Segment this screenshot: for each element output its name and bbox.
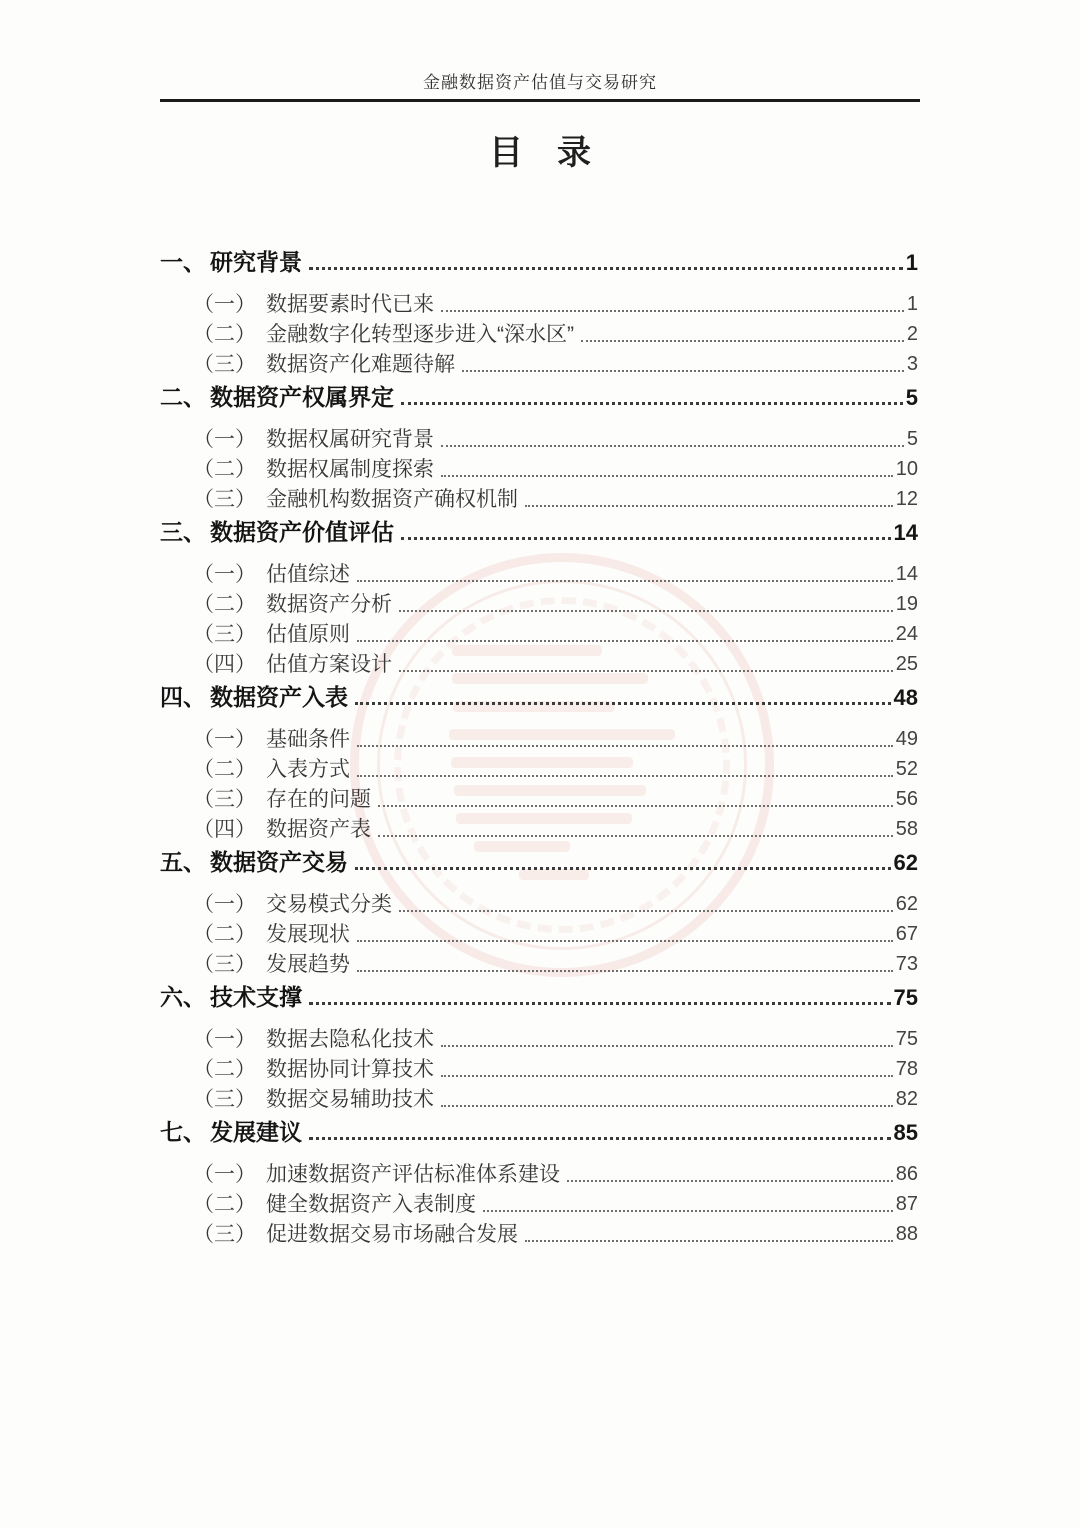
toc-subpage-number: 87	[895, 1193, 918, 1215]
dotted-leader	[357, 580, 893, 582]
toc-entry-number: 二、	[160, 384, 206, 410]
toc-entry-level2[interactable]	[193, 1219, 918, 1249]
toc-list	[160, 249, 918, 1254]
toc-subentry-title: 数据交易辅助技术	[266, 1088, 434, 1111]
toc-entry-level2[interactable]	[193, 619, 918, 649]
toc-subentry-number: （三）	[193, 353, 256, 376]
toc-subentry-number: （二）	[193, 923, 256, 946]
toc-entry-level2[interactable]	[193, 784, 918, 814]
toc-entry-level1[interactable]	[160, 849, 918, 876]
toc-subpage-number: 2	[906, 323, 918, 345]
toc-subpage-number: 67	[895, 923, 918, 945]
toc-subentry-number: （三）	[193, 488, 256, 511]
toc-subentry-title: 促进数据交易市场融合发展	[266, 1223, 518, 1246]
toc-entry-level2[interactable]	[193, 289, 918, 319]
dotted-leader	[462, 370, 904, 372]
dotted-leader	[357, 640, 893, 642]
toc-entry-title: 数据资产价值评估	[210, 519, 394, 545]
toc-subentry-title: 数据去隐私化技术	[266, 1028, 434, 1051]
dotted-leader	[399, 910, 893, 912]
toc-subentry-number: （一）	[193, 1163, 256, 1186]
toc-page-number: 5	[905, 385, 918, 410]
toc-entry-level1[interactable]	[160, 519, 918, 546]
toc-entry-level2[interactable]	[193, 589, 918, 619]
dotted-leader	[441, 1045, 893, 1047]
toc-page-number: 75	[893, 985, 918, 1010]
dotted-leader	[309, 267, 903, 270]
toc-subentry-number: （二）	[193, 458, 256, 481]
toc-subentry-title: 数据资产分析	[266, 593, 392, 616]
toc-entry-number: 三、	[160, 519, 206, 545]
toc-entry-title: 发展建议	[210, 1119, 302, 1145]
toc-subentry-title: 入表方式	[266, 758, 350, 781]
toc-section	[160, 684, 918, 844]
toc-entry-level2[interactable]	[193, 319, 918, 349]
toc-subpage-number: 86	[895, 1163, 918, 1185]
toc-entry-level2[interactable]	[193, 1084, 918, 1114]
toc-subentry-title: 健全数据资产入表制度	[266, 1193, 476, 1216]
toc-subentries	[160, 724, 918, 844]
toc-entry-level2[interactable]	[193, 814, 918, 844]
toc-page-number: 62	[893, 850, 918, 875]
dotted-leader	[525, 1240, 893, 1242]
toc-entry-level2[interactable]	[193, 349, 918, 379]
toc-subentry-number: （四）	[193, 653, 256, 676]
toc-subpage-number: 24	[895, 623, 918, 645]
toc-subentry-number: （三）	[193, 788, 256, 811]
document-header-title: 金融数据资产估值与交易研究	[423, 73, 657, 92]
dotted-leader	[525, 505, 893, 507]
toc-entry-number: 四、	[160, 684, 206, 710]
dotted-leader	[378, 835, 893, 837]
dotted-leader	[399, 610, 893, 612]
toc-subpage-number: 58	[895, 818, 918, 840]
toc-section	[160, 519, 918, 679]
toc-subentry-title: 估值原则	[266, 623, 350, 646]
toc-subpage-number: 56	[895, 788, 918, 810]
toc-subpage-number: 10	[895, 458, 918, 480]
toc-subentry-title: 数据要素时代已来	[266, 293, 434, 316]
toc-entry-level2[interactable]	[193, 484, 918, 514]
dotted-leader	[441, 445, 904, 447]
toc-subentry-number: （三）	[193, 623, 256, 646]
toc-subpage-number: 5	[906, 428, 918, 450]
toc-subentry-title: 交易模式分类	[266, 893, 392, 916]
toc-subentries	[160, 559, 918, 679]
toc-subentry-title: 数据资产化难题待解	[266, 353, 455, 376]
toc-subentry-number: （四）	[193, 818, 256, 841]
toc-section	[160, 384, 918, 514]
dotted-leader	[441, 475, 893, 477]
toc-entry-level2[interactable]	[193, 919, 918, 949]
page-title: 目 录	[489, 135, 591, 172]
toc-subentry-number: （二）	[193, 593, 256, 616]
toc-subentry-number: （二）	[193, 1058, 256, 1081]
toc-page-number: 14	[893, 520, 918, 545]
dotted-leader	[567, 1180, 893, 1182]
toc-page-number: 1	[905, 250, 918, 275]
toc-entry-level2[interactable]	[193, 1189, 918, 1219]
toc-subentry-number: （一）	[193, 893, 256, 916]
toc-subpage-number: 3	[906, 353, 918, 375]
toc-subpage-number: 75	[895, 1028, 918, 1050]
dotted-leader	[441, 1105, 893, 1107]
toc-entry-number: 六、	[160, 984, 206, 1010]
toc-subentries	[160, 889, 918, 979]
dotted-leader	[355, 867, 891, 870]
toc-subpage-number: 12	[895, 488, 918, 510]
dotted-leader	[401, 537, 891, 540]
toc-section	[160, 849, 918, 979]
toc-entry-title: 数据资产权属界定	[210, 384, 394, 410]
toc-subpage-number: 82	[895, 1088, 918, 1110]
dotted-leader	[441, 310, 904, 312]
toc-subentries	[160, 1024, 918, 1114]
toc-subentry-title: 发展现状	[266, 923, 350, 946]
toc-subentry-number: （三）	[193, 1223, 256, 1246]
toc-section	[160, 249, 918, 379]
toc-entry-number: 七、	[160, 1119, 206, 1145]
dotted-leader	[357, 940, 893, 942]
toc-subpage-number: 62	[895, 893, 918, 915]
toc-subentry-number: （二）	[193, 323, 256, 346]
toc-subentry-number: （三）	[193, 1088, 256, 1111]
toc-entry-level1[interactable]	[160, 1119, 918, 1146]
toc-subentry-title: 基础条件	[266, 728, 350, 751]
toc-subentry-number: （一）	[193, 728, 256, 751]
toc-entry-number: 一、	[160, 249, 206, 275]
toc-subentry-number: （一）	[193, 428, 256, 451]
toc-entry-level2[interactable]	[193, 889, 918, 919]
toc-entry-level2[interactable]	[193, 949, 918, 979]
dotted-leader	[378, 805, 893, 807]
toc-page-number: 48	[893, 685, 918, 710]
toc-entry-level2[interactable]	[193, 1024, 918, 1054]
toc-subentry-title: 估值方案设计	[266, 653, 392, 676]
dotted-leader	[357, 775, 893, 777]
toc-entry-level2[interactable]	[193, 454, 918, 484]
toc-subentries	[160, 289, 918, 379]
toc-page-number: 85	[893, 1120, 918, 1145]
toc-subentry-number: （二）	[193, 758, 256, 781]
toc-subpage-number: 1	[906, 293, 918, 315]
toc-entry-level2[interactable]	[193, 724, 918, 754]
toc-subentry-title: 金融数字化转型逐步进入“深水区”	[266, 323, 574, 346]
toc-section	[160, 1119, 918, 1249]
toc-subentry-number: （二）	[193, 1193, 256, 1216]
toc-entry-level2[interactable]	[193, 559, 918, 589]
toc-entry-level1[interactable]	[160, 249, 918, 276]
toc-entry-level2[interactable]	[193, 1054, 918, 1084]
dotted-leader	[355, 702, 891, 705]
toc-entry-title: 数据资产交易	[210, 849, 348, 875]
toc-entry-level1[interactable]	[160, 684, 918, 711]
dotted-leader	[581, 340, 904, 342]
toc-entry-level2[interactable]	[193, 649, 918, 679]
dotted-leader	[357, 745, 893, 747]
toc-subentry-number: （一）	[193, 563, 256, 586]
dotted-leader	[357, 970, 893, 972]
toc-subpage-number: 73	[895, 953, 918, 975]
toc-entry-number: 五、	[160, 849, 206, 875]
toc-subentry-title: 数据协同计算技术	[266, 1058, 434, 1081]
toc-entry-title: 研究背景	[210, 249, 302, 275]
dotted-leader	[309, 1002, 891, 1005]
toc-subentry-title: 数据资产表	[266, 818, 371, 841]
toc-entry-level2[interactable]	[193, 1159, 918, 1189]
toc-subentry-title: 金融机构数据资产确权机制	[266, 488, 518, 511]
toc-subpage-number: 14	[895, 563, 918, 585]
dotted-leader	[441, 1075, 893, 1077]
toc-subentry-title: 数据权属制度探索	[266, 458, 434, 481]
toc-subentries	[160, 424, 918, 514]
toc-subpage-number: 19	[895, 593, 918, 615]
header-rule	[160, 99, 920, 102]
dotted-leader	[483, 1210, 893, 1212]
dotted-leader	[401, 402, 903, 405]
toc-subentry-title: 估值综述	[266, 563, 350, 586]
toc-section	[160, 984, 918, 1114]
toc-subentries	[160, 1159, 918, 1249]
toc-entry-level1[interactable]	[160, 984, 918, 1011]
toc-subpage-number: 49	[895, 728, 918, 750]
dotted-leader	[309, 1137, 891, 1140]
toc-subentry-title: 存在的问题	[266, 788, 371, 811]
toc-subpage-number: 52	[895, 758, 918, 780]
toc-entry-level2[interactable]	[193, 754, 918, 784]
toc-entry-level1[interactable]	[160, 384, 918, 411]
toc-subentry-title: 数据权属研究背景	[266, 428, 434, 451]
toc-subentry-number: （一）	[193, 1028, 256, 1051]
toc-entry-title: 技术支撑	[210, 984, 302, 1010]
toc-subpage-number: 88	[895, 1223, 918, 1245]
dotted-leader	[399, 670, 893, 672]
toc-entry-level2[interactable]	[193, 424, 918, 454]
toc-subpage-number: 25	[895, 653, 918, 675]
toc-subentry-title: 加速数据资产评估标准体系建设	[266, 1163, 560, 1186]
toc-subentry-title: 发展趋势	[266, 953, 350, 976]
toc-subentry-number: （一）	[193, 293, 256, 316]
toc-entry-title: 数据资产入表	[210, 684, 348, 710]
toc-subpage-number: 78	[895, 1058, 918, 1080]
toc-subentry-number: （三）	[193, 953, 256, 976]
